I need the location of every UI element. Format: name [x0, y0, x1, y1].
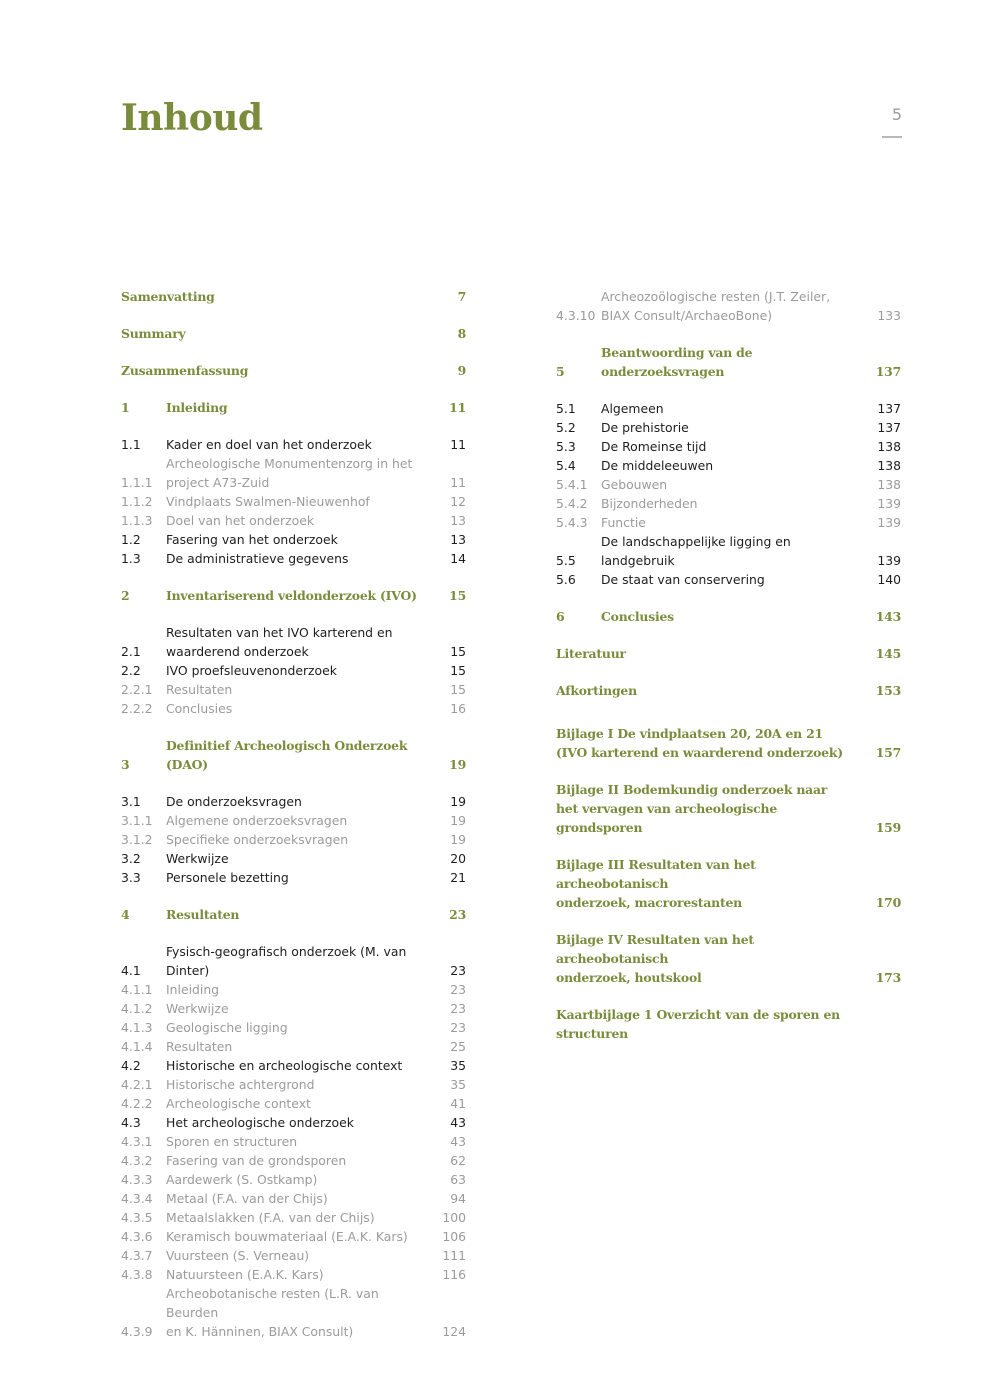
toc-entry-page: 43: [450, 1115, 466, 1130]
toc-entry-number: 4.1.1: [121, 982, 153, 997]
toc-entry-page: 15: [450, 682, 466, 697]
toc-entry-page: 139: [877, 553, 901, 568]
toc-heading: [121, 905, 466, 924]
toc-column-left: [121, 287, 466, 1341]
toc-entry-number: 2.2.1: [121, 682, 153, 697]
toc-entry-title: Resultaten: [166, 907, 240, 922]
toc-entry-number: 4: [121, 907, 130, 922]
toc-entry-number: 4.3.2: [121, 1153, 153, 1168]
toc-entry-title: Resultaten: [166, 682, 233, 697]
toc-subentry: [556, 513, 901, 532]
toc-entry-page: 159: [875, 820, 901, 835]
toc-entry: [121, 1113, 466, 1132]
toc-heading: [121, 586, 466, 605]
toc-entry-title: Fasering van de grondsporen: [166, 1153, 347, 1168]
toc-subentry: [556, 494, 901, 513]
toc-entry-page: 20: [450, 851, 466, 866]
toc-entry-number: 6: [556, 609, 565, 624]
toc-entry-page: 23: [450, 963, 466, 978]
toc-entry-title: Summary: [121, 326, 186, 341]
toc-entry-number: 1.1: [121, 437, 141, 452]
toc-heading: [121, 287, 466, 306]
toc-spacer: [121, 605, 466, 623]
toc-entry-page: 13: [450, 513, 466, 528]
toc-heading: [556, 681, 901, 700]
toc-entry-title: Bijlage III Resultaten van het archeobotanisch onderzoek, macrorestanten: [556, 857, 756, 910]
toc-entry-title: Sporen en structuren: [166, 1134, 298, 1149]
toc-entry-number: 3: [121, 757, 130, 772]
toc-entry-number: 3.1.2: [121, 832, 153, 847]
toc-entry-number: 3.1: [121, 794, 141, 809]
toc-entry-number: 1.1.3: [121, 513, 153, 528]
toc-entry-number: 5.4: [556, 458, 576, 473]
toc-entry-title: Conclusies: [166, 701, 233, 716]
toc-subentry: [121, 1132, 466, 1151]
toc-subentry: [121, 1037, 466, 1056]
toc-entry-title: De middeleeuwen: [601, 458, 714, 473]
toc-entry-title: Bijlage I De vindplaatsen 20, 20A en 21 (IVO karterend en waarderend onderzoek): [556, 726, 843, 760]
toc-entry: [121, 530, 466, 549]
toc-heading: [556, 855, 901, 912]
toc-entry-page: 100: [442, 1210, 466, 1225]
toc-entry-title: Kader en doel van het onderzoek: [166, 437, 372, 452]
toc-entry-title: Natuursteen (E.A.K. Kars): [166, 1267, 324, 1282]
toc-entry-title: Fysisch-geografisch onderzoek (M. van Dinter): [166, 944, 407, 978]
toc-entry-number: 3.1.1: [121, 813, 153, 828]
toc-entry: [556, 399, 901, 418]
toc-heading: [121, 398, 466, 417]
toc-entry-title: Werkwijze: [166, 1001, 229, 1016]
toc-subentry: [121, 1075, 466, 1094]
toc-entry-page: 16: [450, 701, 466, 716]
toc-entry-number: 5.5: [556, 553, 576, 568]
toc-heading: [556, 930, 901, 987]
toc-entry-number: 5.3: [556, 439, 576, 454]
toc-spacer: [556, 325, 901, 343]
toc-entry-title: Conclusies: [601, 609, 674, 624]
toc-entry-title: Archeozoölogische resten (J.T. Zeiler, BIAX Consult/ArchaeoBone): [601, 289, 831, 323]
toc-entry: [121, 849, 466, 868]
toc-entry-page: 9: [457, 363, 466, 378]
toc-entry-title: Kaartbijlage 1 Overzicht van de sporen en structuren: [556, 1007, 840, 1041]
toc-entry-page: 21: [450, 870, 466, 885]
toc-heading: [556, 1005, 901, 1043]
toc-spacer: [556, 381, 901, 399]
toc-entry: [121, 942, 466, 980]
toc-entry-page: 139: [877, 496, 901, 511]
toc-entry-title: Bijlage II Bodemkundig onderzoek naar het vervagen van archeologische grondsporen: [556, 782, 828, 835]
toc-subentry: [121, 1208, 466, 1227]
toc-entry-page: 11: [450, 437, 466, 452]
toc-entry-number: 2.2.2: [121, 701, 153, 716]
toc-entry: [556, 532, 901, 570]
toc-spacer: [121, 924, 466, 942]
toc-entry-title: Bijzonderheden: [601, 496, 698, 511]
toc-entry-page: 15: [450, 644, 466, 659]
toc-entry: [121, 868, 466, 887]
toc-entry-page: 8: [457, 326, 466, 341]
toc-entry-number: 5.4.2: [556, 496, 588, 511]
toc-entry: [121, 623, 466, 661]
toc-entry-number: 4.1.3: [121, 1020, 153, 1035]
toc-entry-title: Fasering van het onderzoek: [166, 532, 338, 547]
toc-entry-page: 139: [877, 515, 901, 530]
toc-entry-title: Gebouwen: [601, 477, 668, 492]
toc-entry-number: 1.1.2: [121, 494, 153, 509]
toc-entry-title: Vuursteen (S. Verneau): [166, 1248, 310, 1263]
toc-entry-title: De staat van conservering: [601, 572, 765, 587]
toc-entry-page: 137: [877, 401, 901, 416]
toc-entry-page: 23: [450, 1020, 466, 1035]
toc-heading: [121, 324, 466, 343]
toc-entry-number: 5.6: [556, 572, 576, 587]
toc-spacer: [556, 663, 901, 681]
toc-entry-title: Aardewerk (S. Ostkamp): [166, 1172, 318, 1187]
toc-entry-page: 35: [450, 1077, 466, 1092]
toc-entry-page: 15: [449, 588, 466, 603]
toc-subentry: [121, 680, 466, 699]
toc-subentry: [121, 1189, 466, 1208]
toc-entry-title: Archeologische context: [166, 1096, 311, 1111]
toc-entry-title: De landschappelijke ligging en landgebruik: [601, 534, 791, 568]
toc-subentry: [121, 492, 466, 511]
toc-entry-number: 5: [556, 364, 565, 379]
toc-entry-page: 137: [877, 420, 901, 435]
toc-subentry: [121, 1094, 466, 1113]
toc-entry: [556, 418, 901, 437]
toc-entry-number: 5.4.1: [556, 477, 588, 492]
toc-subentry: [121, 1170, 466, 1189]
toc-entry-number: 4.1: [121, 963, 141, 978]
toc-entry-page: 157: [875, 745, 901, 760]
toc-entry-number: 5.4.3: [556, 515, 588, 530]
page-number-mark: [882, 136, 902, 138]
toc-entry-number: 3.3: [121, 870, 141, 885]
toc-entry-title: Inleiding: [166, 400, 228, 415]
toc-entry-number: 5.2: [556, 420, 576, 435]
toc-entry: [556, 437, 901, 456]
toc-entry-number: 2.2: [121, 663, 141, 678]
toc-entry-title: Beantwoording van de onderzoeksvragen: [601, 345, 753, 379]
toc-subentry: [121, 1151, 466, 1170]
toc-spacer: [121, 343, 466, 361]
toc-entry-number: 3.2: [121, 851, 141, 866]
toc-entry-page: 137: [875, 364, 901, 379]
page-title: Inhoud: [121, 97, 263, 139]
toc-entry-title: Algemene onderzoeksvragen: [166, 813, 348, 828]
toc-spacer: [556, 700, 901, 724]
toc-subentry: [121, 1018, 466, 1037]
toc-entry-page: 143: [875, 609, 901, 624]
toc-subentry: [121, 980, 466, 999]
toc-entry-number: 1.3: [121, 551, 141, 566]
toc-entry-number: 2: [121, 588, 130, 603]
toc-subentry: [121, 699, 466, 718]
toc-entry-number: 4.3.1: [121, 1134, 153, 1149]
toc-entry-page: 94: [450, 1191, 466, 1206]
toc-entry-title: De administratieve gegevens: [166, 551, 349, 566]
toc-entry: [556, 456, 901, 475]
toc-entry-page: 63: [450, 1172, 466, 1187]
toc-entry: [121, 549, 466, 568]
toc-entry-title: Algemeen: [601, 401, 664, 416]
toc-entry-number: 4.3.7: [121, 1248, 153, 1263]
toc-entry-title: Resultaten van het IVO karterend en waarderend onderzoek: [166, 625, 393, 659]
toc-entry-page: 138: [877, 439, 901, 454]
toc-entry-page: 62: [450, 1153, 466, 1168]
toc-entry-number: 4.3.10: [556, 308, 596, 323]
toc-entry-number: 5.1: [556, 401, 576, 416]
toc-subentry: [121, 830, 466, 849]
toc-heading: [556, 780, 901, 837]
toc-entry-page: 23: [449, 907, 466, 922]
toc-entry-number: 2.1: [121, 644, 141, 659]
toc-spacer: [121, 774, 466, 792]
toc-spacer: [556, 837, 901, 855]
toc-spacer: [121, 887, 466, 905]
toc-entry-number: 4.3.5: [121, 1210, 153, 1225]
toc-entry-title: Specifieke onderzoeksvragen: [166, 832, 349, 847]
toc-entry-page: 13: [450, 532, 466, 547]
toc-entry-page: 116: [442, 1267, 466, 1282]
toc-entry-page: 41: [450, 1096, 466, 1111]
toc-entry-number: 4.3.3: [121, 1172, 153, 1187]
toc-spacer: [121, 568, 466, 586]
toc-entry-title: De Romeinse tijd: [601, 439, 707, 454]
toc-entry-title: Historische en archeologische context: [166, 1058, 403, 1073]
toc-entry-title: Metaalslakken (F.A. van der Chijs): [166, 1210, 375, 1225]
toc-entry-page: 106: [442, 1229, 466, 1244]
toc-entry-page: 23: [450, 982, 466, 997]
toc-entry-number: 1: [121, 400, 130, 415]
toc-entry-number: 4.3.9: [121, 1324, 153, 1339]
toc-entry-page: 138: [877, 477, 901, 492]
toc-subentry: [121, 454, 466, 492]
toc-entry-title: Definitief Archeologisch Onderzoek (DAO): [166, 738, 408, 772]
toc-entry-number: 4.1.4: [121, 1039, 153, 1054]
toc-subentry: [121, 511, 466, 530]
toc-entry-title: Personele bezetting: [166, 870, 289, 885]
toc-spacer: [121, 718, 466, 736]
toc-entry-title: Inventariserend veldonderzoek (IVO): [166, 588, 417, 603]
toc-entry-number: 4.3.4: [121, 1191, 153, 1206]
toc-entry-title: Afkortingen: [556, 683, 637, 698]
toc-subentry: [121, 1265, 466, 1284]
toc-heading: [556, 724, 901, 762]
toc-entry-title: Metaal (F.A. van der Chijs): [166, 1191, 328, 1206]
toc-spacer: [121, 380, 466, 398]
toc-subentry: [121, 811, 466, 830]
toc-entry-page: 25: [450, 1039, 466, 1054]
toc-entry: [556, 570, 901, 589]
toc-entry-title: Bijlage IV Resultaten van het archeobotanisch onderzoek, houtskool: [556, 932, 754, 985]
toc-entry-number: 1.2: [121, 532, 141, 547]
toc-entry-title: Geologische ligging: [166, 1020, 288, 1035]
toc-entry-page: 19: [450, 832, 466, 847]
toc-entry-page: 111: [442, 1248, 466, 1263]
toc-entry-page: 43: [450, 1134, 466, 1149]
toc-entry-page: 19: [449, 757, 466, 772]
toc-entry: [121, 1056, 466, 1075]
toc-entry-page: 153: [875, 683, 901, 698]
toc-entry-title: Het archeologische onderzoek: [166, 1115, 354, 1130]
toc-entry-number: 4.2.1: [121, 1077, 153, 1092]
toc-subentry: [121, 1227, 466, 1246]
toc-entry-title: Archeobotanische resten (L.R. van Beurden en K. Hänninen, BIAX Consult): [166, 1286, 379, 1339]
toc-entry-page: 14: [450, 551, 466, 566]
toc-heading: [121, 736, 466, 774]
toc-entry-number: 4.2.2: [121, 1096, 153, 1111]
toc-entry-number: 4.3.8: [121, 1267, 153, 1282]
toc-entry: [121, 435, 466, 454]
toc-entry-page: 12: [450, 494, 466, 509]
toc-entry-page: 11: [449, 400, 466, 415]
toc-entry-title: De onderzoeksvragen: [166, 794, 302, 809]
toc-entry-title: IVO proefsleuvenonderzoek: [166, 663, 337, 678]
toc-column-right: [556, 287, 901, 1043]
toc-entry-title: Werkwijze: [166, 851, 229, 866]
toc-entry-number: 4.1.2: [121, 1001, 153, 1016]
toc-subentry: [556, 287, 901, 325]
toc-spacer: [556, 912, 901, 930]
toc-entry: [121, 661, 466, 680]
toc-entry-page: 124: [442, 1324, 466, 1339]
toc-heading: [556, 607, 901, 626]
toc-entry-page: 140: [877, 572, 901, 587]
toc-entry-title: Samenvatting: [121, 289, 215, 304]
toc-entry-page: 145: [875, 646, 901, 661]
toc-heading: [556, 343, 901, 381]
toc-entry-page: 35: [450, 1058, 466, 1073]
toc-entry-page: 7: [457, 289, 466, 304]
toc-subentry: [121, 1246, 466, 1265]
toc-entry-page: 138: [877, 458, 901, 473]
toc-entry-page: 23: [450, 1001, 466, 1016]
toc-spacer: [556, 589, 901, 607]
toc-entry-title: Archeologische Monumentenzorg in het project A73-Zuid: [166, 456, 413, 490]
toc-entry-page: 133: [877, 308, 901, 323]
toc-subentry: [121, 999, 466, 1018]
toc-entry-title: Keramisch bouwmateriaal (E.A.K. Kars): [166, 1229, 408, 1244]
page-number: 5: [891, 105, 902, 124]
toc-entry-page: 19: [450, 813, 466, 828]
toc-entry-page: 19: [450, 794, 466, 809]
toc-entry-number: 4.3.6: [121, 1229, 153, 1244]
toc-entry-title: Zusammenfassung: [121, 363, 249, 378]
toc-subentry: [121, 1284, 466, 1341]
toc-entry-title: Vindplaats Swalmen-Nieuwenhof: [166, 494, 370, 509]
toc-entry: [121, 792, 466, 811]
toc-entry-number: 4.3: [121, 1115, 141, 1130]
toc-entry-page: 170: [875, 895, 901, 910]
toc-spacer: [556, 626, 901, 644]
toc-entry-page: 173: [875, 970, 901, 985]
toc-entry-page: 15: [450, 663, 466, 678]
toc-spacer: [556, 762, 901, 780]
toc-entry-title: Functie: [601, 515, 646, 530]
toc-entry-title: De prehistorie: [601, 420, 689, 435]
toc-spacer: [121, 306, 466, 324]
toc-entry-title: Historische achtergrond: [166, 1077, 315, 1092]
toc-heading: [556, 644, 901, 663]
toc-subentry: [556, 475, 901, 494]
toc-entry-title: Resultaten: [166, 1039, 233, 1054]
toc-spacer: [556, 987, 901, 1005]
toc-entry-title: Doel van het onderzoek: [166, 513, 315, 528]
toc-entry-number: 4.2: [121, 1058, 141, 1073]
toc-entry-title: Literatuur: [556, 646, 626, 661]
toc-entry-number: 1.1.1: [121, 475, 153, 490]
toc-entry-page: 11: [450, 475, 466, 490]
toc-heading: [121, 361, 466, 380]
toc-entry-title: Inleiding: [166, 982, 220, 997]
toc-spacer: [121, 417, 466, 435]
